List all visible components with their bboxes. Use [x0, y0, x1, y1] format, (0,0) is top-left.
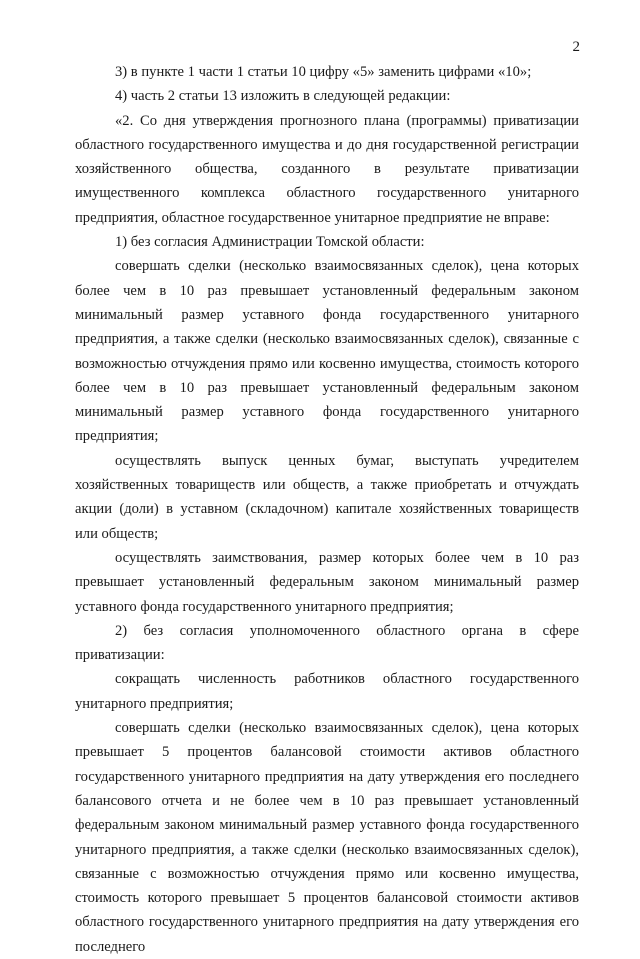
paragraph-item-2-heading: 2) без согласия уполномоченного областного органа в сфере приватизации:	[75, 622, 579, 664]
paragraph-item-2-staff: сокращать численность работников областного государственного унитарного предприятия;	[75, 671, 579, 712]
paragraph-item-1-borrowings: осуществлять заимствования, размер которых более чем в 10 раз превышает установленный федеральным законом минимальный размер уставного фонда государственного унитарного предприятия;	[75, 549, 579, 615]
paragraph-item-1-securities: осуществлять выпуск ценных бумаг, выступать учредителем хозяйственных товариществ или обществ, а также приобретать и отчуждать акции (доли) в уставном (складочном) капитале хозяйственных товариществ или обществ;	[75, 452, 579, 542]
paragraph-item-1-transactions: совершать сделки (несколько взаимосвязанных сделок), цена которых более чем в 10 раз превышает установленный федеральным законом минимальный размер уставного фонда государственного унитарного предприятия, а также сделки (несколько взаимосвязанных сделок), связанные с возможностью отчуждения прямо или косвенно имущества, стоимость которого более чем в 10 раз превышает установленный федеральным законом минимальный размер уставного фонда государственного унитарного предприятия;	[75, 258, 579, 445]
paragraph-item-1-heading: 1) без согласия Администрации Томской области:	[115, 234, 425, 251]
paragraph-clause-2-intro: «2. Со дня утверждения прогнозного плана (программы) приватизации областного государственного имущества и до дня государственной регистрации хозяйственного общества, созданного в результате приватизации имущественного комплекса областного государственного унитарного предприятия, областное государственное унитарное предприятие не вправе:	[75, 112, 579, 226]
paragraph-amendment-3: 3) в пункте 1 части 1 статьи 10 цифру «5» заменить цифрами «10»;	[115, 64, 532, 80]
page-number: 2	[572, 39, 580, 55]
document-body	[75, 60, 579, 959]
paragraph-amendment-4: 4) часть 2 статьи 13 изложить в следующей редакции:	[115, 88, 451, 105]
paragraph-item-2-transactions: совершать сделки (несколько взаимосвязанных сделок), цена которых превышает 5 процентов балансовой стоимости активов областного государственного унитарного предприятия на дату утверждения его последнего балансового отчета и не более чем в 10 раз превышает установленный федеральным законом минимальный размер уставного фонда государственного унитарного предприятия, а также сделки (несколько взаимосвязанных сделок), связанные с возможностью отчуждения прямо или косвенно имущества, стоимость которого превышает 5 процентов балансовой стоимости активов областного государственного унитарного предприятия на дату утверждения его последнего	[75, 720, 579, 955]
